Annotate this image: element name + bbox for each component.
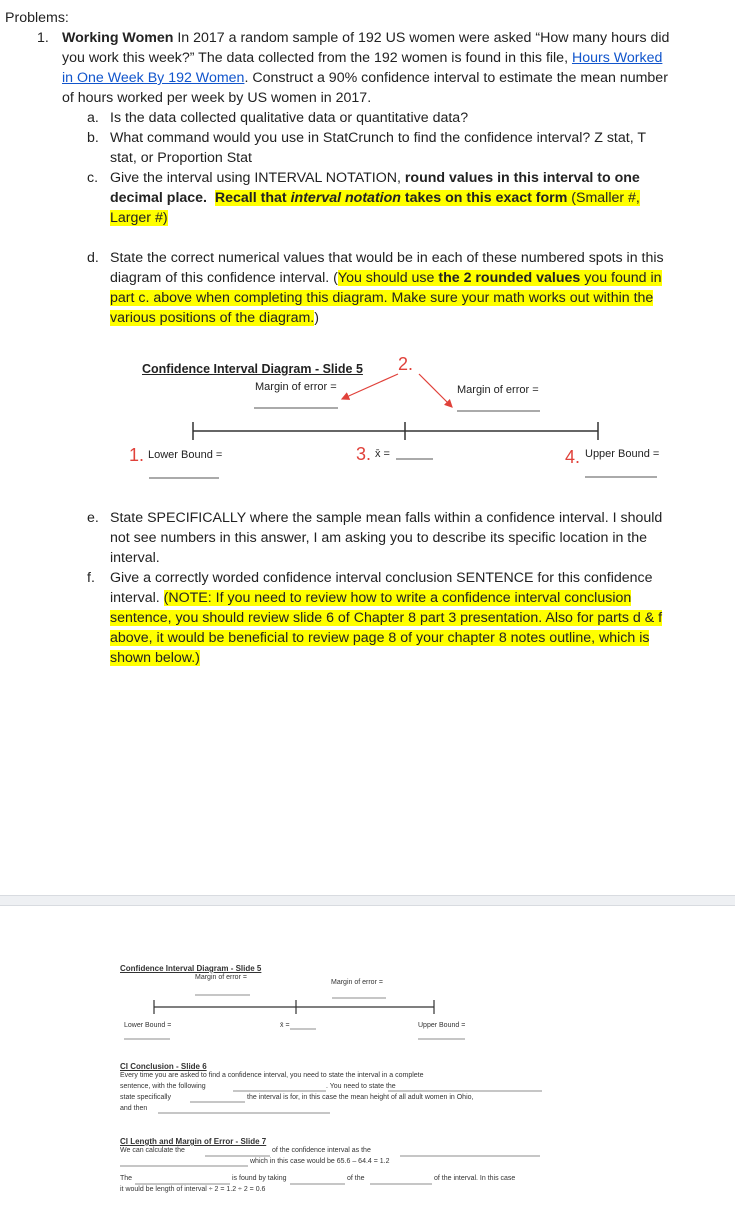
spot-1-label: 1. [129,445,145,465]
lower-bound-label: Lower Bound = [148,449,223,461]
notes-xbar: x̄ = [280,1022,290,1029]
notes-concl-line-1: Every time you are asked to find a confidence interval, you need to state the interval in a complete [120,1072,424,1079]
part-d-line-3: part c. above when completing this diagram. Make sure your math works out within the [110,290,654,306]
margin-right-label: Margin of error = [457,384,539,396]
part-f-line-5: shown below.) [110,650,200,666]
part-e-line-3: interval. [110,550,160,566]
notes-concl-line-3b: the interval is for, in this case the mean height of all adult women in Ohio, [247,1094,474,1101]
notes-diagram-title: Confidence Interval Diagram - Slide 5 [120,964,262,973]
part-f-line-1: Give a correctly worded confidence interval conclusion SENTENCE for this confidence [110,570,653,586]
spot-4-label: 4. [565,447,581,467]
spot-2-label: 2. [398,354,414,374]
notes-upper-bound: Upper Bound = [418,1022,466,1029]
notes-len-line-2: which in this case would be 65.6 – 64.4 = 1.2 [250,1158,390,1165]
question-title: Working Women [62,30,174,46]
ci-diagram-lines [0,350,735,490]
notes-len-line-3b: is found by taking [232,1175,287,1182]
notes-concl-line-2b: . You need to state the [326,1083,396,1090]
ci-diagram [0,350,735,490]
notes-len-line-1b: of the confidence interval as the [272,1147,371,1154]
arrow-left [342,374,398,399]
question-number: 1. [37,30,49,46]
part-b-letter: b. [87,130,99,146]
part-e-line-2: not see numbers in this answer, I am asking you to describe its specific location in the [110,530,648,546]
part-c-line-2: decimal place. Recall that interval notation takes on this exact form (Smaller #, [110,190,640,206]
notes-len-line-1a: We can calculate the [120,1147,185,1154]
notes-len-line-3c: of the [347,1175,365,1182]
part-a-letter: a. [87,110,99,126]
part-c-line-1: Give the interval using INTERVAL NOTATION, round values in this interval to one [110,170,640,186]
notes-len-line-4: it would be length of interval ÷ 2 = 1.2 ÷ 2 = 0.6 [120,1186,266,1193]
ci-diagram-title: Confidence Interval Diagram - Slide 5 [142,362,363,376]
notes-diagram-lines [0,955,735,1205]
notes-length-title: CI Length and Margin of Error - Slide 7 [120,1137,267,1146]
notes-margin-left: Margin of error = [195,974,247,981]
notes-len-line-3d: of the interval. In this case [434,1175,516,1182]
margin-left-label: Margin of error = [255,381,337,393]
notes-conclusion-title: CI Conclusion - Slide 6 [120,1062,207,1071]
notes-len-line-3a: The [120,1175,133,1182]
notes-margin-right: Margin of error = [331,979,383,986]
part-e-letter: e. [87,510,99,526]
question-line-1: Working Women In 2017 a random sample of 192 US women were asked “How many hours did [62,30,670,46]
arrow-right [419,374,452,407]
notes-concl-line-4: and then [120,1105,148,1112]
part-f-line-3: sentence, you should review slide 6 of Chapter 8 part 3 presentation. Also for parts d & f [110,610,663,626]
notes-concl-line-3a: state specifically [120,1094,171,1101]
part-a-text: Is the data collected qualitative data or quantitative data? [110,110,469,126]
part-f-line-2: interval. (NOTE: If you need to review how to write a confidence interval conclusion [110,590,632,606]
part-c-letter: c. [87,170,99,186]
notes-lower-bound: Lower Bound = [124,1022,172,1029]
part-d-letter: d. [87,250,99,266]
question-line-3: in One Week By 192 Women. Construct a 90% confidence interval to estimate the mean number [62,70,668,86]
part-d-line-1: State the correct numerical values that would be in each of these numbered spots in this [110,250,664,266]
problems-label: Problems: [5,10,69,26]
part-d-line-4: various positions of the diagram.) [110,310,319,326]
part-e-line-1: State SPECIFICALLY where the sample mean falls within a confidence interval. I should [110,510,663,526]
page-break [0,895,735,906]
upper-bound-label: Upper Bound = [585,448,660,460]
part-d-line-2: diagram of this confidence interval. (You should use the 2 rounded values you found in [110,270,662,286]
part-f-line-4: above, it would be beneficial to review page 8 of your chapter 8 notes outline, which is [110,630,650,646]
question-line-2: you work this week?” The data collected from the 192 women is found in this file, Hours Worked [62,50,663,66]
part-c-line-3: Larger #) [110,210,168,226]
part-b-line-1: What command would you use in StatCrunch to find the confidence interval? Z stat, T [110,130,646,146]
part-b-line-2: stat, or Proportion Stat [110,150,252,166]
data-file-link-cont[interactable]: in One Week By 192 Women [62,70,245,86]
question-line-4: of hours worked per week by US women in 2017. [62,90,372,106]
part-f-letter: f. [87,570,95,586]
notes-concl-line-2a: sentence, with the following [120,1083,206,1090]
data-file-link[interactable]: Hours Worked [571,50,663,66]
spot-3-label: 3. [356,444,372,464]
notes-outline-image [0,955,735,1205]
xbar-label: x̄ = [375,448,390,460]
